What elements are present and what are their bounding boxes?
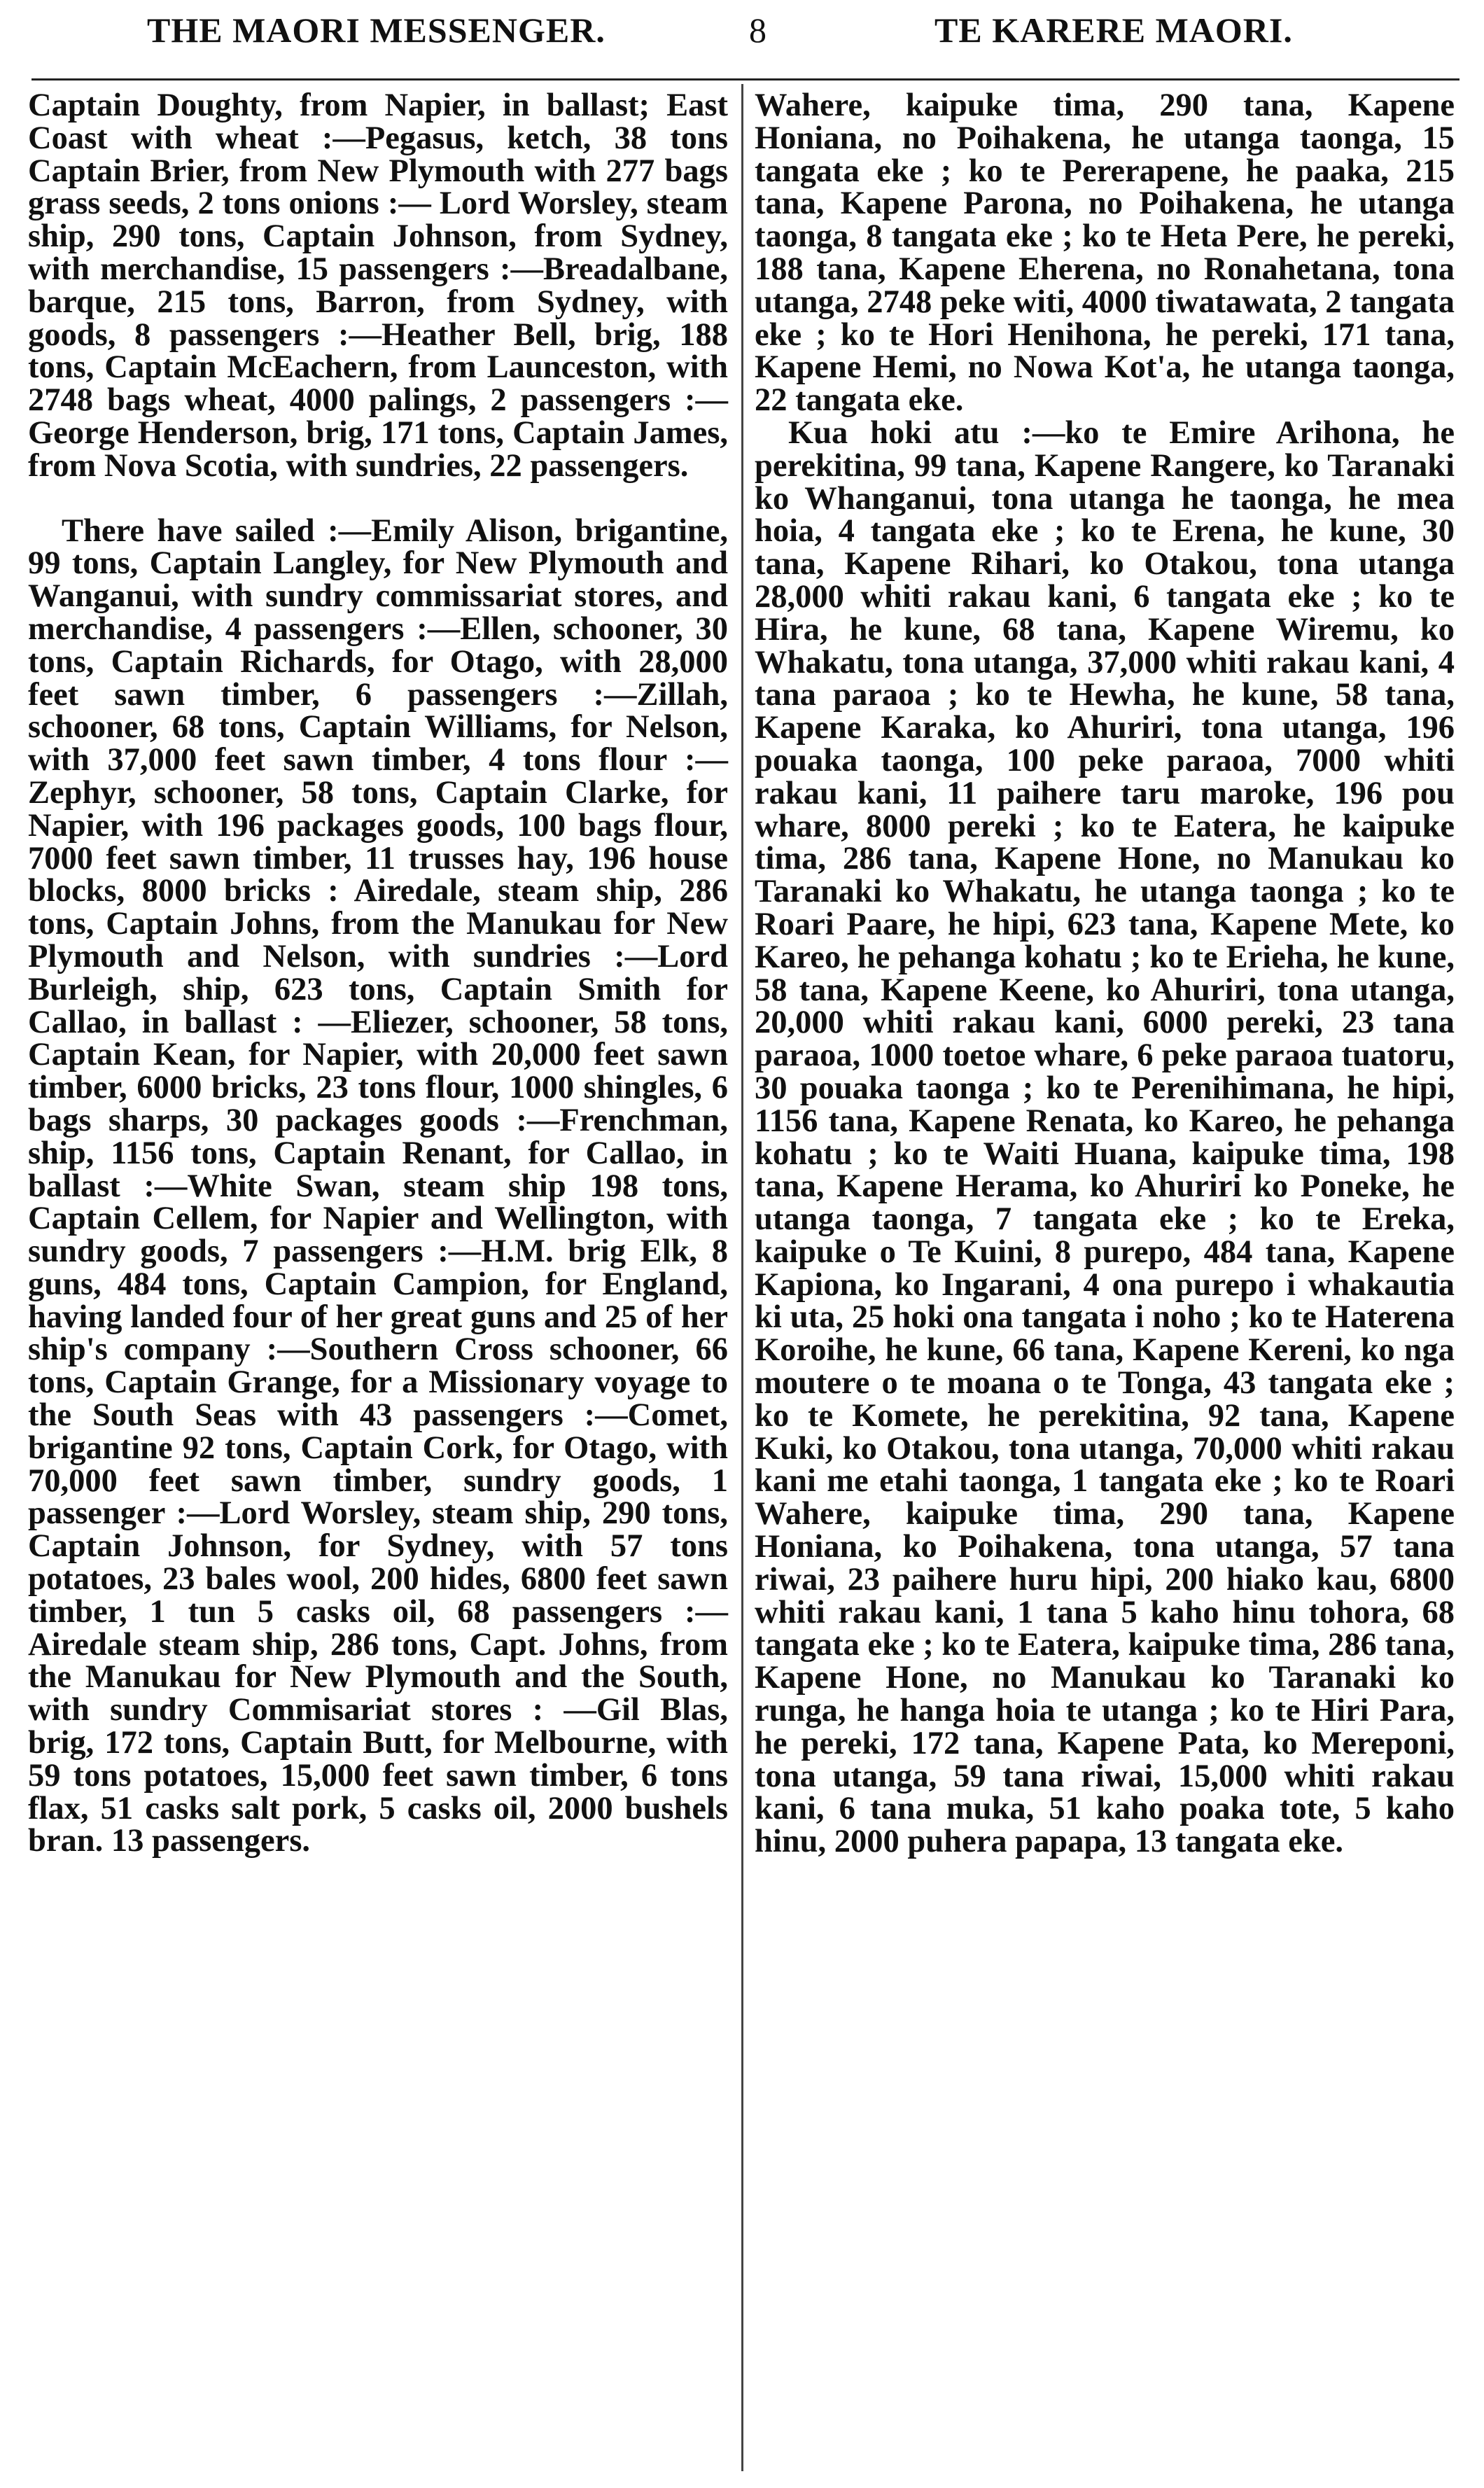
shipping-arrivals-maori: Wahere, kaipuke tima, 290 tana, Kapene Honiana, no Poihakena, he utanga taonga, 15 tangata eke ; ko te Pererapene, he paaka, 215 tana, Kapene Parona, no Poihakena, he utanga taonga, 8 tangata eke ; ko te Heta Pere, he pereki, 188 tana, Kapene Eherena, no Ronahetana, tona utanga, 2748 peke witi, 4000 tiwatawata, 2 tangata eke ; ko te Hori Henihona, he pereki, 171 tana, Kapene Hemi, no Nowa Kot'a, he utanga taonga, 22 tangata eke. bbox=[755, 88, 1455, 419]
shipping-departures-maori: Kua hoki atu :—ko te Emire Arihona, he perekitina, 99 tana, Kapene Rangere, ko Taranaki ko Whanganui, tona utanga he taonga, he mea hoia, 4 tangata eke ; ko te Erena, he kune, 30 tana, Kapene Rihari, ko Otakou, tona utanga 28,000 whiti rakau kani, 6 tangata eke ; ko te Hira, he kune, 68 tana, Kapene Wiremu, ko Whakatu, tona utanga, 37,000 whiti rakau kani, 4 tana paraoa ; ko te Hewha, he kune, 58 tana, Kapene Karaka, ko Ahuriri, tona utanga, 196 pouaka taonga, 100 peke paraoa, 7000 whiti rakau kani, 11 paihere taru maroke, 196 pou whare, 8000 pereki ; ko te Eatera, he kaipuke tima, 286 tana, Kapene Hone, no Manukau ko Taranaki ko Whakatu, he utanga taonga ; ko te Roari Paare, he hipi, 623 tana, Kapene Mete, ko Kareo, he pehanga kohatu ; ko te Erieha, he kune, 58 tana, Kapene Keene, ko Ahuriri, tona utanga, 20,000 whiti rakau kani, 6000 pereki, 23 tana paraoa, 1000 toetoe whare, 6 peke paraoa tuatoru, 30 pouaka taonga ; ko te Perenihimana, he hipi, 1156 tana, Kapene Renata, ko Kareo, he pehanga kohatu ; ko te Waiti Huana, kaipuke tima, 198 tana, Kapene Herama, ko Ahuriri ko Poneke, he utanga taonga, 7 tangata eke ; ko te Ereka, kaipuke o Te Kuini, 8 purepo, 484 tana, Kapene Kapiona, ko Ingarani, 4 ona purepo i whakautia ki uta, 25 hoki ona tangata i noho ; ko te Haterena Koroihe, he kune, 66 tana, Kapene Kereni, ko nga moutere o te moana o te Tonga, 43 tangata eke ; ko te Komete, he perekitina, 92 tana, Kapene Kuki, ko Otakou, tona utanga, 70,000 whiti rakau kani me etahi taonga, 1 tangata eke ; ko te Roari Wahere, kaipuke tima, 290 tana, Kapene Honiana, ko Poihakena, tona utanga, 57 tana riwai, 23 paihere huru hipi, 200 hiako kau, 6800 whiti rakau kani, 1 tana 5 kaho hinu tohora, 68 tangata eke ; ko te Eatera, kaipuke tima, 286 tana, Kapene Hone, no Manukau ko Taranaki ko runga, he hanga hoia te utanga ; ko te Hiri Para, he pereki, 172 tana, Kapene Pata, ko Mereponi, tona utanga, 59 tana riwai, 15,000 whiti rakau kani, 6 tana muka, 51 kaho poaka tote, 5 kaho hinu, 2000 puhera papapa, 13 tangata eke. bbox=[755, 414, 1455, 1860]
header-rule bbox=[31, 78, 1460, 81]
shipping-departures-english: There have sailed :—Emily Alison, brigantine, 99 tons, Captain Langley, for New Plymouth and Wanganui, with sundry commissariat stores, and merchandise, 4 passengers :—Ellen, schooner, 30 tons, Captain Richards, for Otago, with 28,000 feet sawn timber, 6 passengers :—Zillah, schooner, 68 tons, Captain Williams, for Nelson, with 37,000 feet sawn timber, 4 tons flour :— Zephyr, schooner, 58 tons, Captain Clarke, for Napier, with 196 packages goods, 100 bags flour, 7000 feet sawn timber, 11 trusses hay, 196 house blocks, 8000 bricks : Airedale, steam ship, 286 tons, Captain Johns, from the Manukau for New Plymouth and Nelson, with sundries :—Lord Burleigh, ship, 623 tons, Captain Smith for Callao, in ballast : —Eliezer, schooner, 58 tons, Captain Kean, for Napier, with 20,000 feet sawn timber, 6000 bricks, 23 tons flour, 1000 shingles, 6 bags sharps, 30 packages goods :—Frenchman, ship, 1156 tons, Captain Renant, for Callao, in ballast :—White Swan, steam ship 198 tons, Captain Cellem, for Napier and Wellington, with sundry goods, 7 passengers :—H.M. brig Elk, 8 guns, 484 tons, Captain Campion, for England, having landed four of her great guns and 25 of her ship's company :—Southern Cross schooner, 66 tons, Captain Grange, for a Missionary voyage to the South Seas with 43 passengers :—Comet, brigantine 92 tons, Captain Cork, for Otago, with 70,000 feet sawn timber, sundry goods, 1 passenger :—Lord Worsley, steam ship, 290 tons, Captain Johnson, for Sydney, with 57 tons potatoes, 23 bales wool, 200 hides, 6800 feet sawn timber, 1 tun 5 casks oil, 68 passengers :— Airedale steam ship, 286 tons, Capt. Johns, from the Manukau for New Plymouth and the South, with sundry Commisariat stores : —Gil Blas, brig, 172 tons, Captain Butt, for Melbourne, with 59 tons potatoes, 15,000 feet sawn timber, 6 tons flax, 51 casks salt pork, 5 casks oil, 2000 bushels bran. 13 passengers. bbox=[28, 512, 728, 1859]
english-column bbox=[28, 90, 728, 1858]
english-masthead: THE MAORI MESSENGER. bbox=[147, 11, 606, 50]
column-divider bbox=[741, 84, 743, 2471]
maori-column bbox=[755, 90, 1455, 1859]
maori-masthead: TE KARERE MAORI. bbox=[934, 11, 1293, 50]
page-header bbox=[28, 10, 1456, 66]
shipping-arrivals-english: Captain Doughty, from Napier, in ballast; East Coast with wheat :—Pegasus, ketch, 38 tons Captain Brier, from New Plymouth with 277 bags grass seeds, 2 tons onions :— Lord Worsley, steam ship, 290 tons, Captain Johnson, from Sydney, with merchandise, 15 passengers :—Breadalbane, barque, 215 tons, Barron, from Sydney, with goods, 8 passengers :—Heather Bell, brig, 188 tons, Captain McEachern, from Launceston, with 2748 bags wheat, 4000 palings, 2 passengers :—George Henderson, brig, 171 tons, Captain James, from Nova Scotia, with sundries, 22 passengers. bbox=[28, 88, 728, 484]
page-number: 8 bbox=[749, 11, 767, 50]
